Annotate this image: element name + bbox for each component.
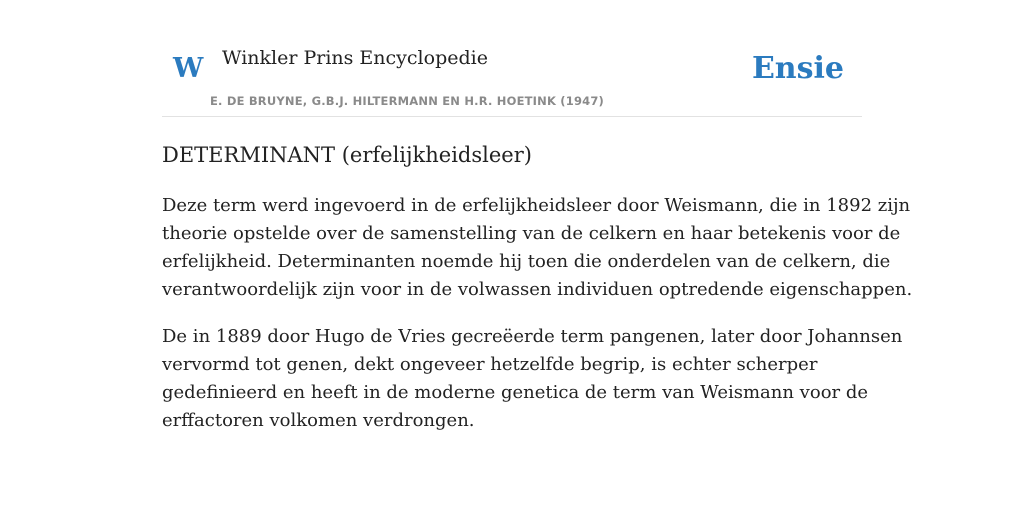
paragraph-line: verantwoordelijk zijn voor in de volwassen individuen optredende eigenschappen.: [162, 279, 913, 300]
paragraph-line: theorie opstelde over de samenstelling van de celkern en haar betekenis voor de: [162, 223, 901, 244]
winkler-prins-logo[interactable]: W: [173, 53, 204, 84]
paragraph-line: vervormd tot genen, dekt ongeveer hetzelfde begrip, is echter scherper: [162, 354, 818, 375]
paragraph-line: De in 1889 door Hugo de Vries gecreëerde term pangenen, later door Johannsen: [162, 326, 903, 347]
article: [162, 140, 913, 435]
article-headword: DETERMINANT (erfelijkheidsleer): [162, 143, 532, 167]
paragraph-line: erfelijkheid. Determinanten noemde hij toen die onderdelen van de celkern, die: [162, 251, 891, 272]
source-authors: E. DE BRUYNE, G.B.J. HILTERMANN EN H.R. HOETINK (1947): [210, 94, 605, 108]
article-paragraph-2: [162, 323, 903, 435]
source-header: [162, 0, 862, 117]
article-paragraph-1: [162, 192, 913, 304]
ensie-logo-link[interactable]: Ensie: [751, 51, 844, 86]
source-title-link[interactable]: Winkler Prins Encyclopedie: [222, 47, 488, 69]
paragraph-line: erffactoren volkomen verdrongen.: [162, 410, 475, 431]
paragraph-line: Deze term werd ingevoerd in de erfelijkheidsleer door Weismann, die in 1892 zijn: [162, 195, 911, 216]
paragraph-line: gedefinieerd en heeft in de moderne genetica de term van Weismann voor de: [162, 382, 869, 403]
